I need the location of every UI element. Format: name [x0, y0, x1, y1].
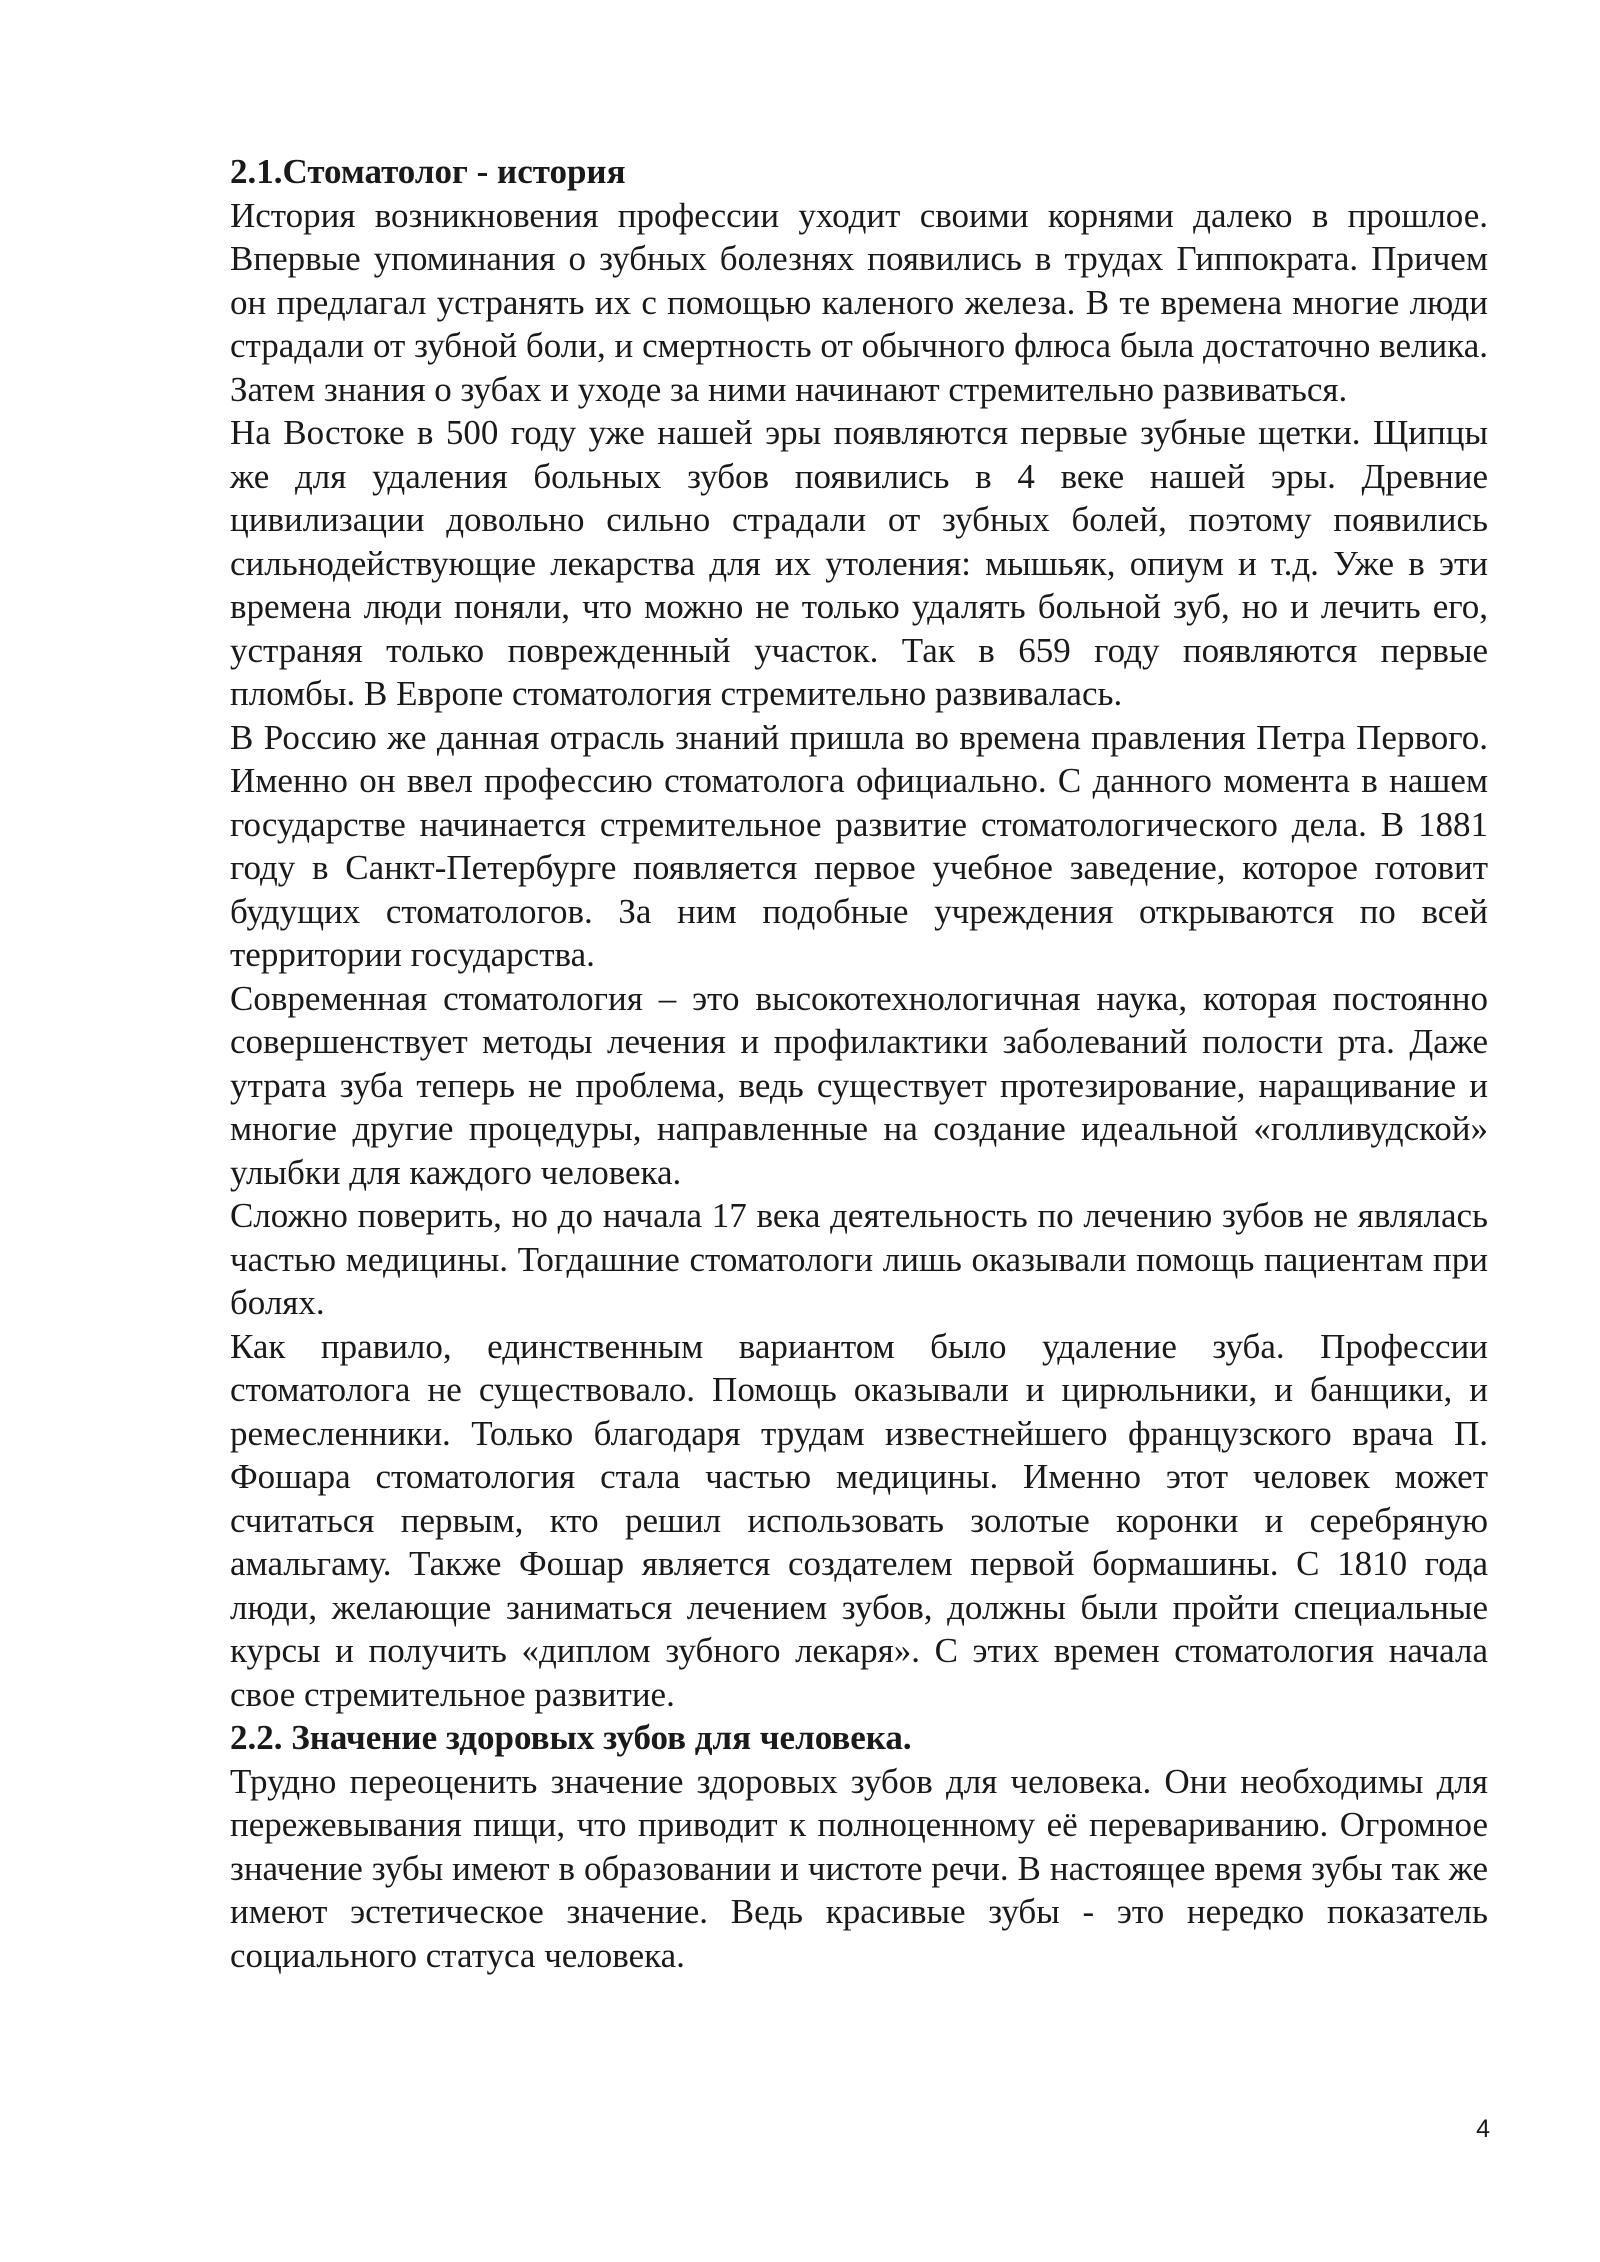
page-body	[230, 150, 1488, 1977]
paragraph: В Россию же данная отрасль знаний пришла во времена правления Петра Первого. Именно он ввел профессию стоматолога официально. С данного момента в нашем государстве начинается стремительное развитие стоматологического дела. В 1881 году в Санкт-Петербурге появляется первое учебное заведение, которое готовит будущих стоматологов. За ним подобные учреждения открываются по всей территории государства.	[230, 717, 1488, 974]
paragraph: Трудно переоценить значение здоровых зубов для человека. Они необходимы для пережевывания пищи, что приводит к полноценному её перевариванию. Огромное значение зубы имеют в образовании и чистоте речи. В настоящее время зубы так же имеют эстетическое значение. Ведь красивые зубы - это нередко показатель социального статуса человека.	[230, 1761, 1488, 1975]
section-heading-healthy-teeth: 2.2. Значение здоровых зубов для человека.	[230, 1718, 912, 1757]
paragraph: Сложно поверить, но до начала 17 века деятельность по лечению зубов не являлась частью медицины. Тогдашние стоматологи лишь оказывали помощь пациентам при болях.	[230, 1196, 1488, 1322]
section-heading-history: 2.1.Стоматолог - история	[230, 152, 626, 191]
paragraph: Современная стоматология – это высокотехнологичная наука, которая постоянно совершенствует методы лечения и профилактики заболеваний полости рта. Даже утрата зуба теперь не проблема, ведь существует протезирование, наращивание и многие другие процедуры, направленные на создание идеальной «голливудской» улыбки для каждого человека.	[230, 978, 1488, 1192]
paragraph: История возникновения профессии уходит своими корнями далеко в прошлое. Впервые упоминания о зубных болезнях появились в трудах Гиппократа. Причем он предлагал устранять их с помощью каленого железа. В те времена многие люди страдали от зубной боли, и смертность от обычного флюса была достаточно велика. Затем знания о зубах и уходе за ними начинают стремительно развиваться.	[230, 195, 1488, 409]
page-number: 4	[1476, 2115, 1490, 2143]
paragraph: Как правило, единственным вариантом было удаление зуба. Профессии стоматолога не существовало. Помощь оказывали и цирюльники, и банщики, и ремесленники. Только благодаря трудам известнейшего французского врача П. Фошара стоматология стала частью медицины. Именно этот человек может считаться первым, кто решил использовать золотые коронки и серебряную амальгаму. Также Фошар является создателем первой бормашины. С 1810 года люди, желающие заниматься лечением зубов, должны были пройти специальные курсы и получить «диплом зубного лекаря». С этих времен стоматология начала свое стремительное развитие.	[230, 1326, 1488, 1714]
paragraph: На Востоке в 500 году уже нашей эры появляются первые зубные щетки. Щипцы же для удаления больных зубов появились в 4 веке нашей эры. Древние цивилизации довольно сильно страдали от зубных болей, поэтому появились сильнодействующие лекарства для их утоления: мышьяк, опиум и т.д. Уже в эти времена люди поняли, что можно не только удалять больной зуб, но и лечить его, устраняя только поврежденный участок. Так в 659 году появляются первые пломбы. В Европе стоматология стремительно развивалась.	[230, 413, 1488, 713]
